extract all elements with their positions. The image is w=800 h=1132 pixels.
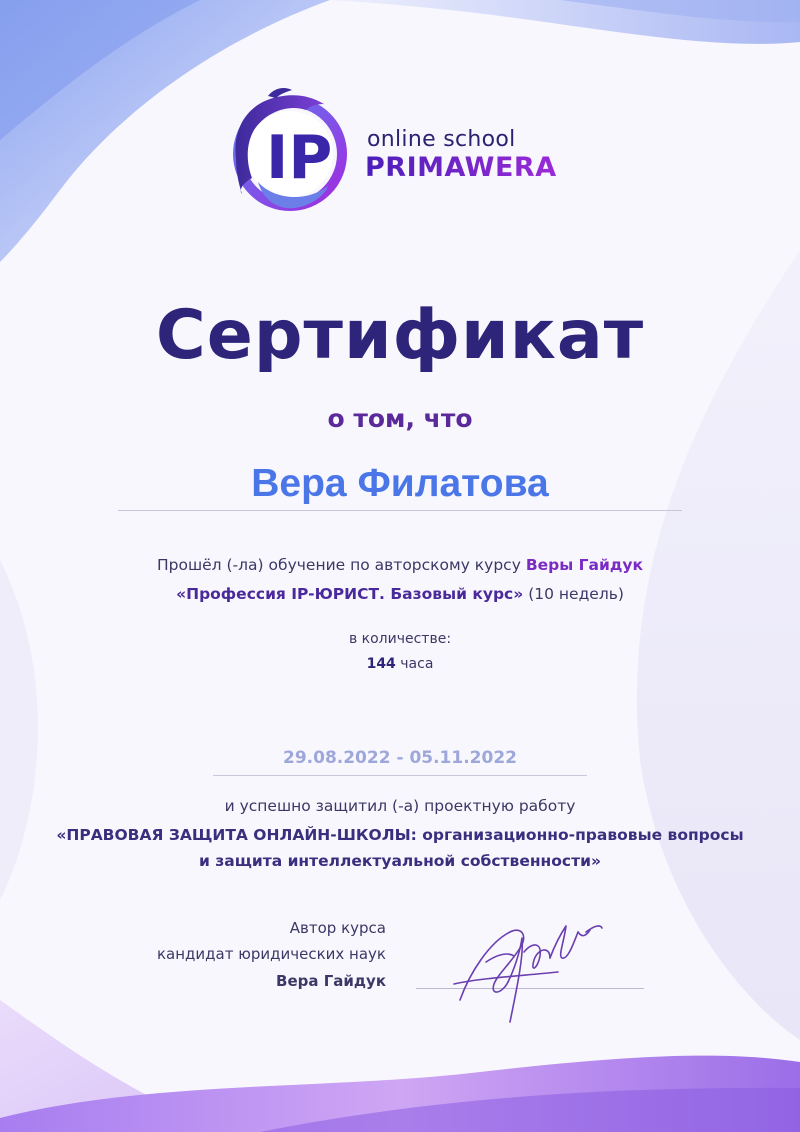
course-name-line [0, 585, 800, 603]
course-author: Веры Гайдук [525, 556, 643, 574]
signatory-role: Автор курса [289, 919, 386, 937]
study-dates: 29.08.2022 - 05.11.2022 [283, 748, 517, 768]
logo-letters: IP [266, 123, 333, 193]
project-title-line2: и защита интеллектуальной собственности» [199, 852, 601, 870]
recipient-underline [118, 510, 682, 511]
hours-unit: часа [400, 656, 434, 672]
course-name: «Профессия IP-ЮРИСТ. Базовый курс» [176, 585, 524, 603]
logo-brand: PRIMAWERA [365, 152, 557, 183]
amount-label: в количестве: [348, 631, 452, 647]
course-line [0, 556, 800, 574]
signatory-name: Вера Гайдук [276, 972, 386, 990]
signatory-degree: кандидат юридических наук [157, 945, 386, 963]
hours-line [0, 656, 800, 672]
certificate-subtitle: о том, что [327, 404, 473, 433]
recipient-name: Вера Филатова [251, 462, 549, 505]
hours-value: 144 [366, 656, 396, 672]
course-prefix: Прошёл (-ла) обучение по авторскому курсу [156, 556, 521, 574]
dates-underline [213, 775, 587, 776]
handwritten-signature [450, 912, 610, 1032]
project-intro: и успешно защитил (-а) проектную работу [224, 797, 576, 815]
logo-tagline: online school [367, 127, 516, 152]
course-duration: (10 недель) [528, 585, 624, 603]
project-title-line1: «ПРАВОВАЯ ЗАЩИТА ОНЛАЙН-ШКОЛЫ: организационно-правовые вопросы [56, 826, 744, 844]
certificate-title: Сертификат [155, 296, 645, 375]
